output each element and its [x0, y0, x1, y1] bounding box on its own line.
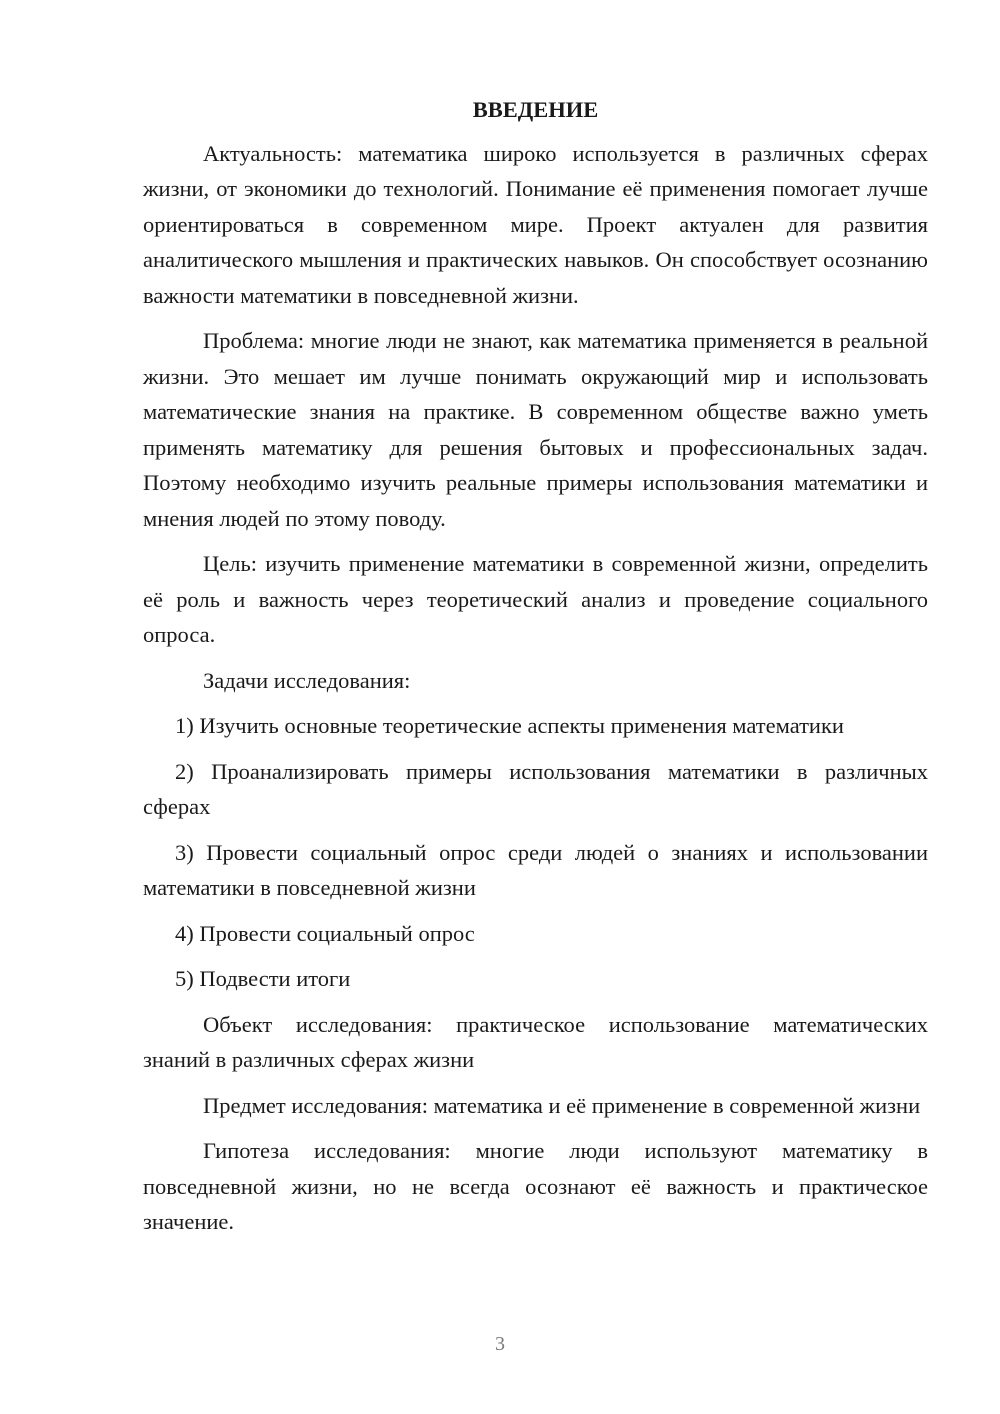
- task-item: 2) Проанализировать примеры использования математики в различных сферах: [143, 758, 928, 819]
- paragraph-relevance: Актуальность: математика широко используется в различных сферах жизни, от экономики до технологий. Понимание её применения помогает лучше ориентироваться в современном мире. Проект актуален для развития аналитического мышления и практических навыков. Он способствует осознанию важности математики в повседневной жизни.: [143, 140, 928, 308]
- task-item: 5) Подвести итоги: [175, 966, 351, 991]
- task-item: 3) Провести социальный опрос среди людей о знаниях и использовании математики в повседневной жизни: [143, 839, 928, 900]
- page-number: 3: [495, 1333, 505, 1355]
- page-content: [143, 92, 928, 1250]
- paragraph-problem: Проблема: многие люди не знают, как математика применяется в реальной жизни. Это мешает им лучше понимать окружающий мир и использовать математические знания на практике. В современном обществе важно уметь применять математику для решения бытовых и профессиональных задач. Поэтому необходимо изучить реальные примеры использования математики и мнения людей по этому поводу.: [143, 328, 928, 531]
- task-item: 1) Изучить основные теоретические аспекты применения математики: [175, 713, 844, 738]
- paragraph-subject: Предмет исследования: математика и её применение в современной жизни: [203, 1092, 921, 1118]
- paragraph-object: Объект исследования: практическое использование математических знаний в различных сферах жизни: [143, 1011, 928, 1072]
- task-item: 4) Провести социальный опрос: [175, 920, 475, 946]
- section-title: ВВЕДЕНИЕ: [472, 97, 599, 122]
- tasks-heading: Задачи исследования:: [203, 667, 411, 693]
- paragraph-goal: Цель: изучить применение математики в современной жизни, определить её роль и важность через теоретический анализ и проведение социального опроса.: [143, 551, 928, 647]
- paragraph-hypothesis: Гипотеза исследования: многие люди используют математику в повседневной жизни, но не всегда осознают её важность и практическое значение.: [143, 1138, 928, 1234]
